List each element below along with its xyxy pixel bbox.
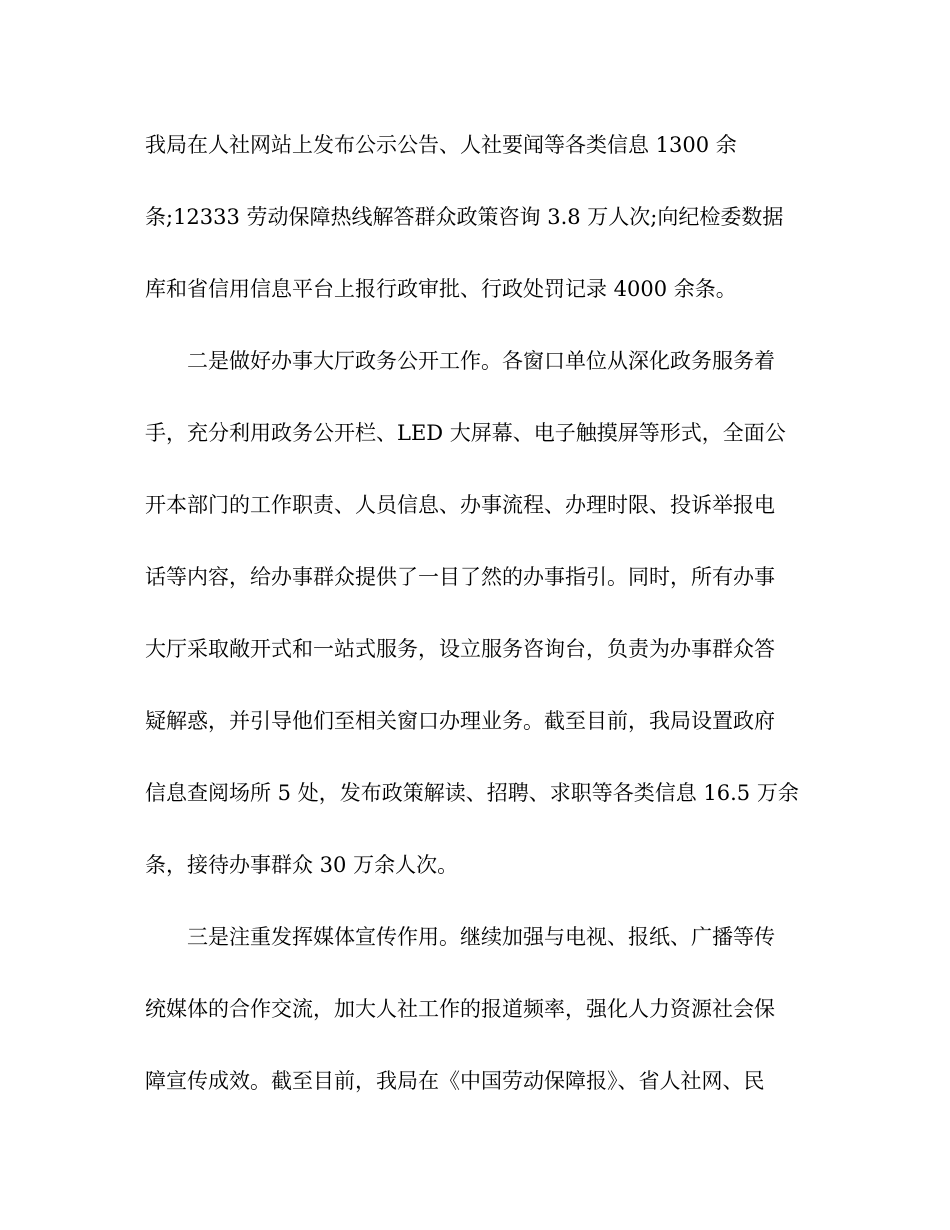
text-line: 手，充分利用政务公开栏、LED 大屏幕、电子触摸屏等形式，全面公 [145, 421, 786, 445]
text-line: 库和省信用信息平台上报行政审批、行政处罚记录 4000 余条。 [145, 277, 737, 301]
text-line: 障宣传成效。截至目前，我局在《中国劳动保障报》、省人社网、民 [145, 1069, 765, 1093]
text-line: 大厅采取敞开式和一站式服务，设立服务咨询台，负责为办事群众答 [145, 637, 775, 661]
text-line: 统媒体的合作交流，加大人社工作的报道频率，强化人力资源社会保 [145, 997, 775, 1021]
text-line: 话等内容，给办事群众提供了一目了然的办事指引。同时，所有办事 [145, 565, 775, 589]
text-line: 我局在人社网站上发布公示公告、人社要闻等各类信息 1300 余 [145, 133, 737, 157]
text-line: 开本部门的工作职责、人员信息、办事流程、办理时限、投诉举报电 [145, 493, 775, 517]
text-line: 信息查阅场所 5 处，发布政策解读、招聘、求职等各类信息 16.5 万余 [145, 781, 799, 805]
text-line: 疑解惑，并引导他们至相关窗口办理业务。截至目前，我局设置政府 [145, 709, 775, 733]
text-line: 条;12333 劳动保障热线解答群众政策咨询 3.8 万人次;向纪检委数据 [145, 205, 784, 229]
paragraph-start-line: 二是做好办事大厅政务公开工作。各窗口单位从深化政务服务着 [187, 349, 775, 373]
text-line: 条，接待办事群众 30 万余人次。 [145, 853, 459, 877]
paragraph-start-line: 三是注重发挥媒体宣传作用。继续加强与电视、报纸、广播等传 [187, 925, 775, 949]
